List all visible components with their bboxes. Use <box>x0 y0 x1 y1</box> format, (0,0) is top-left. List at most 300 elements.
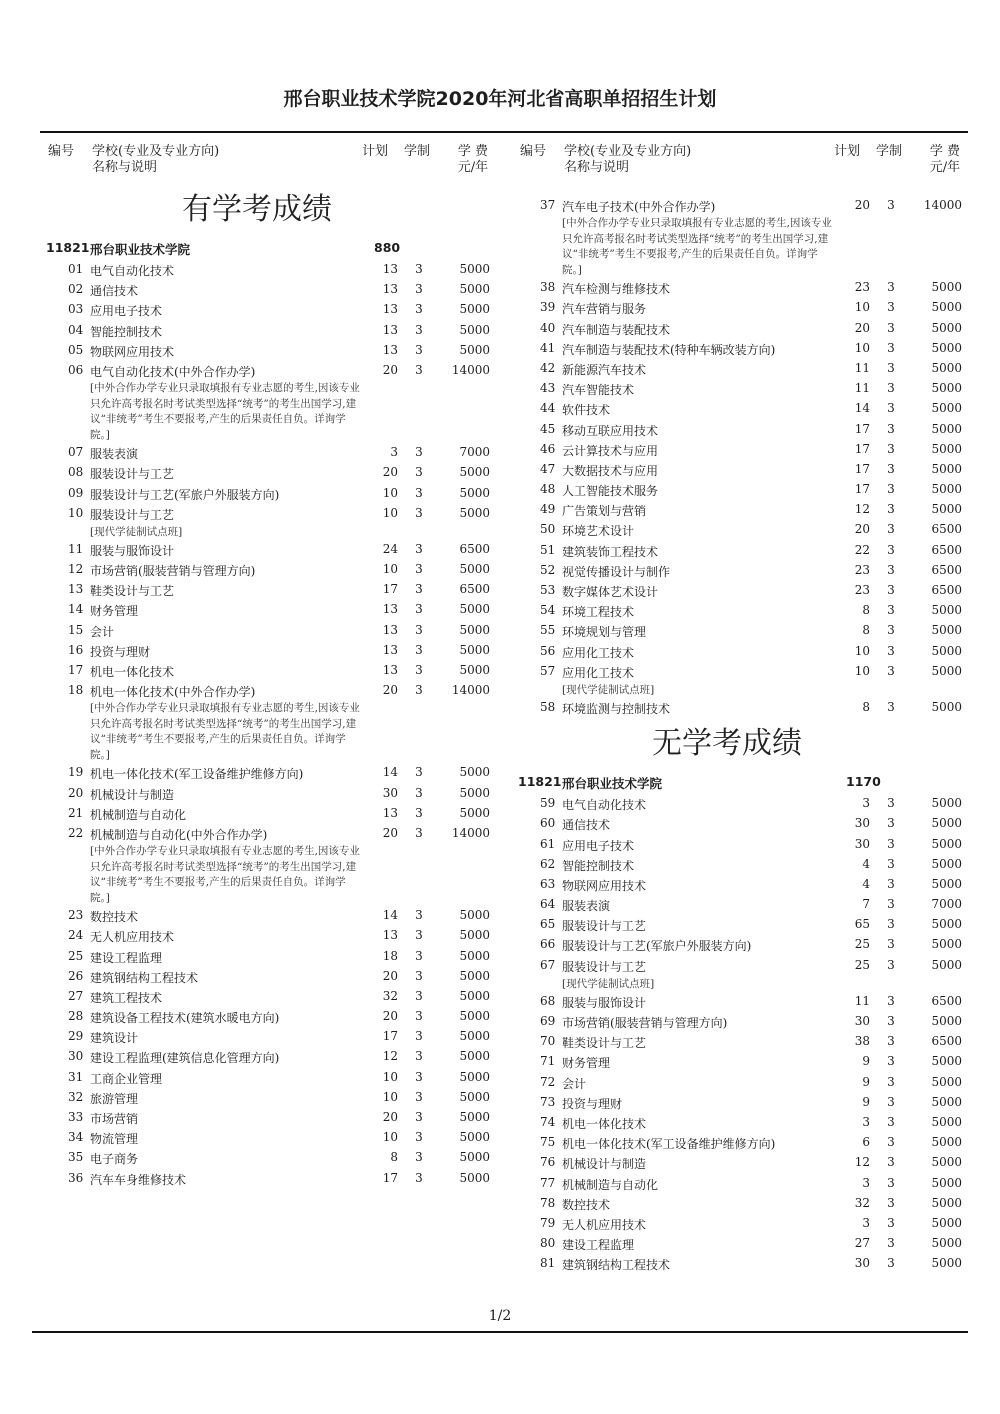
table-row <box>512 1113 968 1133</box>
row-number: 74 <box>540 1114 556 1129</box>
row-fee: 5000 <box>931 1114 962 1129</box>
left-column <box>40 140 500 1189</box>
row-number: 21 <box>68 805 84 820</box>
table-row <box>40 1169 500 1189</box>
row-number: 40 <box>540 320 556 335</box>
header-name-line2: 名称与说明 <box>92 160 158 175</box>
row-number: 35 <box>68 1150 84 1165</box>
row-major-name: 服装表演 <box>90 447 139 462</box>
table-row <box>40 824 500 844</box>
row-plan: 25 <box>854 937 870 952</box>
row-fee: 5000 <box>931 1155 962 1170</box>
row-plan: 10 <box>854 300 870 315</box>
row-fee: 5000 <box>931 441 962 456</box>
row-years: 3 <box>415 765 423 780</box>
row-plan: 65 <box>854 917 870 932</box>
header-name-line1: 学校(专业及专业方向) <box>92 144 220 159</box>
header-fee-line2: 元/年 <box>457 160 489 175</box>
row-major-name: 机电一体化技术(军工设备维护维修方向) <box>562 1137 776 1152</box>
row-number: 02 <box>68 282 84 297</box>
row-years: 3 <box>887 957 895 972</box>
table-row <box>512 541 968 561</box>
row-number: 23 <box>68 908 84 923</box>
row-number: 50 <box>540 522 556 537</box>
row-number: 07 <box>68 445 84 460</box>
row-number: 52 <box>540 562 556 577</box>
table-row <box>40 681 500 701</box>
row-number: 10 <box>68 505 84 520</box>
row-number: 63 <box>540 876 556 891</box>
row-group <box>40 540 500 702</box>
row-fee: 5000 <box>459 1150 490 1165</box>
row-plan: 17 <box>382 1029 398 1044</box>
row-years: 3 <box>415 445 423 460</box>
row-fee: 5000 <box>459 1009 490 1024</box>
row-major-name: 环境艺术设计 <box>562 524 635 539</box>
row-number: 12 <box>68 562 84 577</box>
row-fee: 5000 <box>459 1089 490 1104</box>
table-row <box>512 935 968 955</box>
table-row <box>40 300 500 320</box>
table-row <box>512 581 968 601</box>
row-number: 39 <box>540 300 556 315</box>
table-row <box>512 520 968 540</box>
row-plan: 20 <box>382 1009 398 1024</box>
header-name-line2: 名称与说明 <box>564 160 630 175</box>
row-major-name: 建设工程监理(建筑信息化管理方向) <box>90 1051 280 1066</box>
row-major-name: 应用电子技术 <box>90 304 163 319</box>
note-37: [中外合作办学专业只录取填报有专业志愿的考生,因该专业只允许高考报名时考试类型选择“统考”的考生出国学习,建议“非统考”考生不要报考,产生的后果责任自负。详询学院。] <box>562 217 832 276</box>
row-number: 43 <box>540 381 556 396</box>
row-plan: 13 <box>382 663 398 677</box>
row-years: 3 <box>887 502 895 517</box>
row-number: 41 <box>540 340 556 355</box>
row-plan: 13 <box>382 602 398 617</box>
row-fee: 5000 <box>931 1135 962 1150</box>
row-plan: 30 <box>854 816 870 831</box>
row-plan: 22 <box>854 542 870 557</box>
row-major-name: 应用化工技术 <box>562 645 635 660</box>
row-major-name: 机械制造与自动化 <box>562 1177 659 1192</box>
row-group <box>40 906 500 1189</box>
row-major-name: 汽车车身维修技术 <box>90 1172 187 1187</box>
row-years: 3 <box>887 1215 895 1230</box>
table-row <box>512 1073 968 1093</box>
row-years: 3 <box>887 522 895 537</box>
row-major-name: 服装与服饰设计 <box>562 995 647 1010</box>
row-fee: 5000 <box>459 988 490 1003</box>
row-plan: 30 <box>854 836 870 851</box>
row-fee: 5000 <box>459 908 490 923</box>
school-code: 11821 <box>518 774 562 790</box>
row-fee: 5000 <box>459 302 490 317</box>
header-fee <box>922 144 968 176</box>
row-years: 3 <box>415 683 423 698</box>
row-number: 11 <box>68 541 84 556</box>
table-row <box>40 947 500 967</box>
row-years: 3 <box>887 623 895 638</box>
row-major-name: 应用电子技术 <box>562 838 635 853</box>
row-fee: 5000 <box>931 461 962 476</box>
row-major-name: 财务管理 <box>90 604 139 619</box>
table-row <box>40 784 500 804</box>
row-number: 81 <box>540 1256 556 1271</box>
row-fee: 5000 <box>459 663 490 677</box>
row-number: 72 <box>540 1074 556 1089</box>
row-major-name: 建筑钢结构工程技术 <box>562 1258 671 1273</box>
row-number: 71 <box>540 1054 556 1069</box>
row-major-name: 新能源汽车技术 <box>562 362 647 377</box>
row-plan: 7 <box>862 897 870 912</box>
table-row <box>40 443 500 463</box>
row-major-name: 投资与理财 <box>90 644 151 659</box>
row-years: 3 <box>887 1054 895 1069</box>
table-row <box>40 580 500 600</box>
row-number: 32 <box>68 1089 84 1104</box>
header-name-line1: 学校(专业及专业方向) <box>564 144 692 159</box>
table-row <box>512 359 968 379</box>
row-plan: 13 <box>382 322 398 337</box>
table-row <box>512 835 968 855</box>
row-fee: 5000 <box>459 505 490 520</box>
row-major-name: 视觉传播设计与制作 <box>562 564 671 579</box>
row-major-name: 投资与理财 <box>562 1096 623 1111</box>
header-years: 学制 <box>876 144 903 159</box>
row-plan: 10 <box>382 1089 398 1104</box>
row-plan: 27 <box>854 1236 870 1251</box>
row-years: 3 <box>887 198 895 212</box>
table-row <box>512 1194 968 1214</box>
row-fee: 14000 <box>451 683 490 698</box>
row-number: 17 <box>68 663 84 677</box>
row-number: 60 <box>540 816 556 831</box>
row-plan: 17 <box>382 582 398 597</box>
row-number: 66 <box>540 937 556 952</box>
table-row <box>512 339 968 359</box>
table-row <box>512 915 968 935</box>
table-row <box>40 1128 500 1148</box>
row-number: 19 <box>68 765 84 780</box>
row-number: 62 <box>540 856 556 871</box>
document-title: 邢台职业技术学院2020年河北省高职单招招生计划 <box>283 88 717 110</box>
row-major-name: 服装设计与工艺(军旅户外服装方向) <box>562 939 752 954</box>
row-major-name: 鞋类设计与工艺 <box>90 584 175 599</box>
table-row <box>40 763 500 783</box>
row-plan: 14 <box>382 765 398 780</box>
row-major-name: 会计 <box>90 624 115 639</box>
table-row <box>40 906 500 926</box>
row-plan: 10 <box>382 485 398 500</box>
table-row <box>512 642 968 662</box>
table-row <box>512 1214 968 1234</box>
row-number: 51 <box>540 542 556 557</box>
table-row <box>40 967 500 987</box>
row-fee: 6500 <box>931 1034 962 1049</box>
table-row <box>512 440 968 460</box>
table-row <box>40 987 500 1007</box>
row-fee: 5000 <box>931 699 962 714</box>
row-fee: 5000 <box>459 602 490 617</box>
row-major-name: 电气自动化技术(中外合作办学) <box>90 364 256 379</box>
row-fee: 6500 <box>459 582 490 597</box>
row-major-name: 大数据技术与应用 <box>562 463 659 478</box>
row-number: 04 <box>68 322 84 337</box>
row-years: 3 <box>887 796 895 811</box>
row-number: 22 <box>68 825 84 840</box>
row-years: 3 <box>415 1130 423 1145</box>
row-plan: 20 <box>382 968 398 983</box>
row-major-name: 建设工程监理 <box>90 950 163 965</box>
row-years: 3 <box>887 1014 895 1028</box>
row-major-name: 物联网应用技术 <box>90 344 175 359</box>
row-major-name: 通信技术 <box>562 818 611 833</box>
row-years: 3 <box>887 663 895 678</box>
row-plan: 38 <box>854 1034 870 1049</box>
row-plan: 18 <box>382 948 398 963</box>
row-plan: 20 <box>854 522 870 537</box>
row-group <box>40 443 500 524</box>
row-group <box>40 763 500 844</box>
row-major-name: 数控技术 <box>562 1197 611 1212</box>
row-major-name: 汽车智能技术 <box>562 383 635 398</box>
table-row <box>512 1012 968 1032</box>
row-fee: 6500 <box>931 583 962 597</box>
row-fee: 5000 <box>459 622 490 637</box>
row-fee: 5000 <box>931 623 962 638</box>
row-years: 3 <box>415 1009 423 1024</box>
row-plan: 10 <box>854 340 870 355</box>
row-number: 75 <box>540 1135 556 1150</box>
row-plan: 20 <box>382 465 398 480</box>
row-years: 3 <box>415 948 423 963</box>
row-major-name: 鞋类设计与工艺 <box>562 1036 647 1051</box>
row-years: 3 <box>887 1195 895 1210</box>
row-number: 31 <box>68 1069 84 1084</box>
row-major-name: 服装设计与工艺 <box>90 507 175 522</box>
row-number: 24 <box>68 928 84 943</box>
row-years: 3 <box>887 1034 895 1049</box>
row-number: 45 <box>540 421 556 436</box>
row-major-name: 市场营销(服装营销与管理方向) <box>562 1016 728 1030</box>
table-row <box>40 560 500 580</box>
school-row <box>512 772 968 794</box>
row-fee: 5000 <box>931 663 962 678</box>
table-row <box>40 504 500 524</box>
row-fee: 5000 <box>931 856 962 871</box>
row-major-name: 物联网应用技术 <box>562 878 647 893</box>
row-years: 3 <box>887 1074 895 1089</box>
row-major-name: 广告策划与营销 <box>562 504 647 519</box>
row-years: 3 <box>887 300 895 315</box>
row-fee: 5000 <box>459 968 490 983</box>
row-years: 3 <box>887 401 895 416</box>
row-plan: 23 <box>854 562 870 577</box>
row-group <box>40 260 500 381</box>
note-67: [现代学徒制试点班] <box>562 977 655 990</box>
table-row <box>512 420 968 440</box>
row-number: 34 <box>68 1130 84 1145</box>
row-major-name: 无人机应用技术 <box>562 1217 647 1232</box>
table-row <box>40 926 500 946</box>
header-fee <box>450 144 496 176</box>
row-plan: 14 <box>854 401 870 416</box>
table-row <box>512 196 968 216</box>
table-row <box>512 992 968 1012</box>
row-number: 42 <box>540 360 556 375</box>
header-code: 编号 <box>520 144 547 159</box>
row-number: 30 <box>68 1049 84 1064</box>
row-number: 80 <box>540 1236 556 1251</box>
school-name: 邢台职业技术学院 <box>90 242 191 257</box>
row-major-name: 服装与服饰设计 <box>90 543 175 558</box>
row-fee: 5000 <box>931 401 962 416</box>
row-number: 03 <box>68 302 84 317</box>
row-major-name: 人工智能技术服务 <box>562 484 659 499</box>
row-fee: 5000 <box>931 381 962 396</box>
row-years: 3 <box>887 340 895 355</box>
row-plan: 10 <box>382 1069 398 1084</box>
row-major-name: 环境工程技术 <box>562 605 635 620</box>
table-row <box>512 1254 968 1274</box>
row-number: 33 <box>68 1110 84 1124</box>
table-row <box>40 321 500 341</box>
row-major-name: 汽车检测与维修技术 <box>562 282 671 297</box>
table-row <box>40 260 500 280</box>
table-row <box>512 298 968 318</box>
row-fee: 5000 <box>931 1215 962 1230</box>
row-major-name: 智能控制技术 <box>562 858 635 873</box>
row-fee: 5000 <box>931 917 962 932</box>
row-fee: 6500 <box>459 541 490 556</box>
row-fee: 5000 <box>459 322 490 337</box>
row-years: 3 <box>887 1256 895 1271</box>
row-major-name: 机械制造与自动化(中外合作办学) <box>90 827 268 842</box>
row-plan: 11 <box>854 381 870 396</box>
row-major-name: 建筑工程技术 <box>90 990 163 1005</box>
table-row <box>512 814 968 834</box>
row-number: 58 <box>540 699 556 714</box>
row-plan: 30 <box>854 1256 870 1271</box>
row-number: 09 <box>68 485 84 500</box>
row-plan: 14 <box>382 908 398 923</box>
row-plan: 4 <box>862 876 870 891</box>
row-fee: 6500 <box>931 993 962 1008</box>
row-number: 78 <box>540 1195 556 1210</box>
bottom-rule <box>32 1331 968 1333</box>
row-major-name: 服装设计与工艺(军旅户外服装方向) <box>90 487 280 502</box>
row-number: 68 <box>540 993 556 1008</box>
table-row <box>40 621 500 641</box>
row-plan: 24 <box>382 541 398 556</box>
row-fee: 5000 <box>459 485 490 500</box>
row-plan: 17 <box>382 1170 398 1185</box>
row-years: 3 <box>887 1114 895 1129</box>
row-plan: 25 <box>854 957 870 972</box>
row-plan: 32 <box>854 1195 870 1210</box>
row-major-name: 通信技术 <box>90 284 139 299</box>
school-total: 1170 <box>846 774 881 790</box>
row-plan: 13 <box>382 302 398 317</box>
table-row <box>40 1088 500 1108</box>
row-major-name: 智能控制技术 <box>90 324 163 339</box>
row-group <box>512 196 968 216</box>
page-number: 1/2 <box>488 1308 512 1324</box>
note-06: [中外合作办学专业只录取填报有专业志愿的考生,因该专业只允许高考报名时考试类型选择“统考”的考生出国学习,建议“非统考”考生不要报考,产生的后果责任自负。详询学院。] <box>90 382 360 441</box>
row-years: 3 <box>415 1029 423 1044</box>
table-row <box>512 698 968 718</box>
row-major-name: 服装设计与工艺 <box>562 959 647 974</box>
row-years: 3 <box>415 302 423 317</box>
row-years: 3 <box>415 541 423 556</box>
header-code: 编号 <box>48 144 75 159</box>
row-fee: 5000 <box>459 282 490 297</box>
row-major-name: 电气自动化技术 <box>90 264 175 278</box>
row-years: 3 <box>887 603 895 618</box>
row-plan: 9 <box>862 1074 870 1089</box>
row-number: 25 <box>68 948 84 963</box>
row-years: 3 <box>415 1089 423 1104</box>
row-fee: 14000 <box>451 825 490 840</box>
row-years: 3 <box>415 1150 423 1165</box>
row-group <box>512 278 968 682</box>
row-years: 3 <box>415 642 423 657</box>
row-major-name: 机电一体化技术 <box>562 1116 647 1131</box>
row-years: 3 <box>887 699 895 714</box>
row-plan: 3 <box>390 445 398 460</box>
row-major-name: 机械制造与自动化 <box>90 807 187 822</box>
row-years: 3 <box>887 381 895 396</box>
row-number: 37 <box>540 198 556 212</box>
row-major-name: 建筑设计 <box>90 1031 139 1046</box>
row-plan: 13 <box>382 262 398 276</box>
row-years: 3 <box>887 1236 895 1251</box>
row-plan: 17 <box>854 421 870 436</box>
table-row <box>40 1068 500 1088</box>
row-plan: 8 <box>862 603 870 618</box>
row-years: 3 <box>887 1155 895 1170</box>
row-plan: 17 <box>854 461 870 476</box>
table-row <box>512 662 968 682</box>
row-major-name: 市场营销(服装营销与管理方向) <box>90 564 256 579</box>
row-major-name: 市场营销 <box>90 1112 139 1126</box>
row-years: 3 <box>887 482 895 497</box>
table-row <box>40 1108 500 1128</box>
table-header <box>512 140 968 184</box>
row-years: 3 <box>415 282 423 297</box>
row-major-name: 物流管理 <box>90 1132 139 1147</box>
table-row <box>40 1027 500 1047</box>
note-22: [中外合作办学专业只录取填报有专业志愿的考生,因该专业只允许高考报名时考试类型选择“统考”的考生出国学习,建议“非统考”考生不要报考,产生的后果责任自负。详询学院。] <box>90 845 360 904</box>
row-plan: 23 <box>854 583 870 597</box>
table-row <box>512 621 968 641</box>
row-fee: 5000 <box>931 937 962 952</box>
table-row <box>512 601 968 621</box>
row-number: 38 <box>540 280 556 295</box>
row-years: 3 <box>415 505 423 520</box>
table-row <box>40 641 500 661</box>
row-major-name: 服装表演 <box>562 899 611 914</box>
row-number: 20 <box>68 785 84 800</box>
row-years: 3 <box>887 937 895 952</box>
row-number: 55 <box>540 623 556 638</box>
row-number: 46 <box>540 441 556 456</box>
row-number: 16 <box>68 642 84 657</box>
table-row <box>512 956 968 976</box>
row-plan: 8 <box>390 1150 398 1165</box>
row-fee: 5000 <box>931 280 962 295</box>
row-plan: 9 <box>862 1094 870 1109</box>
row-number: 73 <box>540 1094 556 1109</box>
